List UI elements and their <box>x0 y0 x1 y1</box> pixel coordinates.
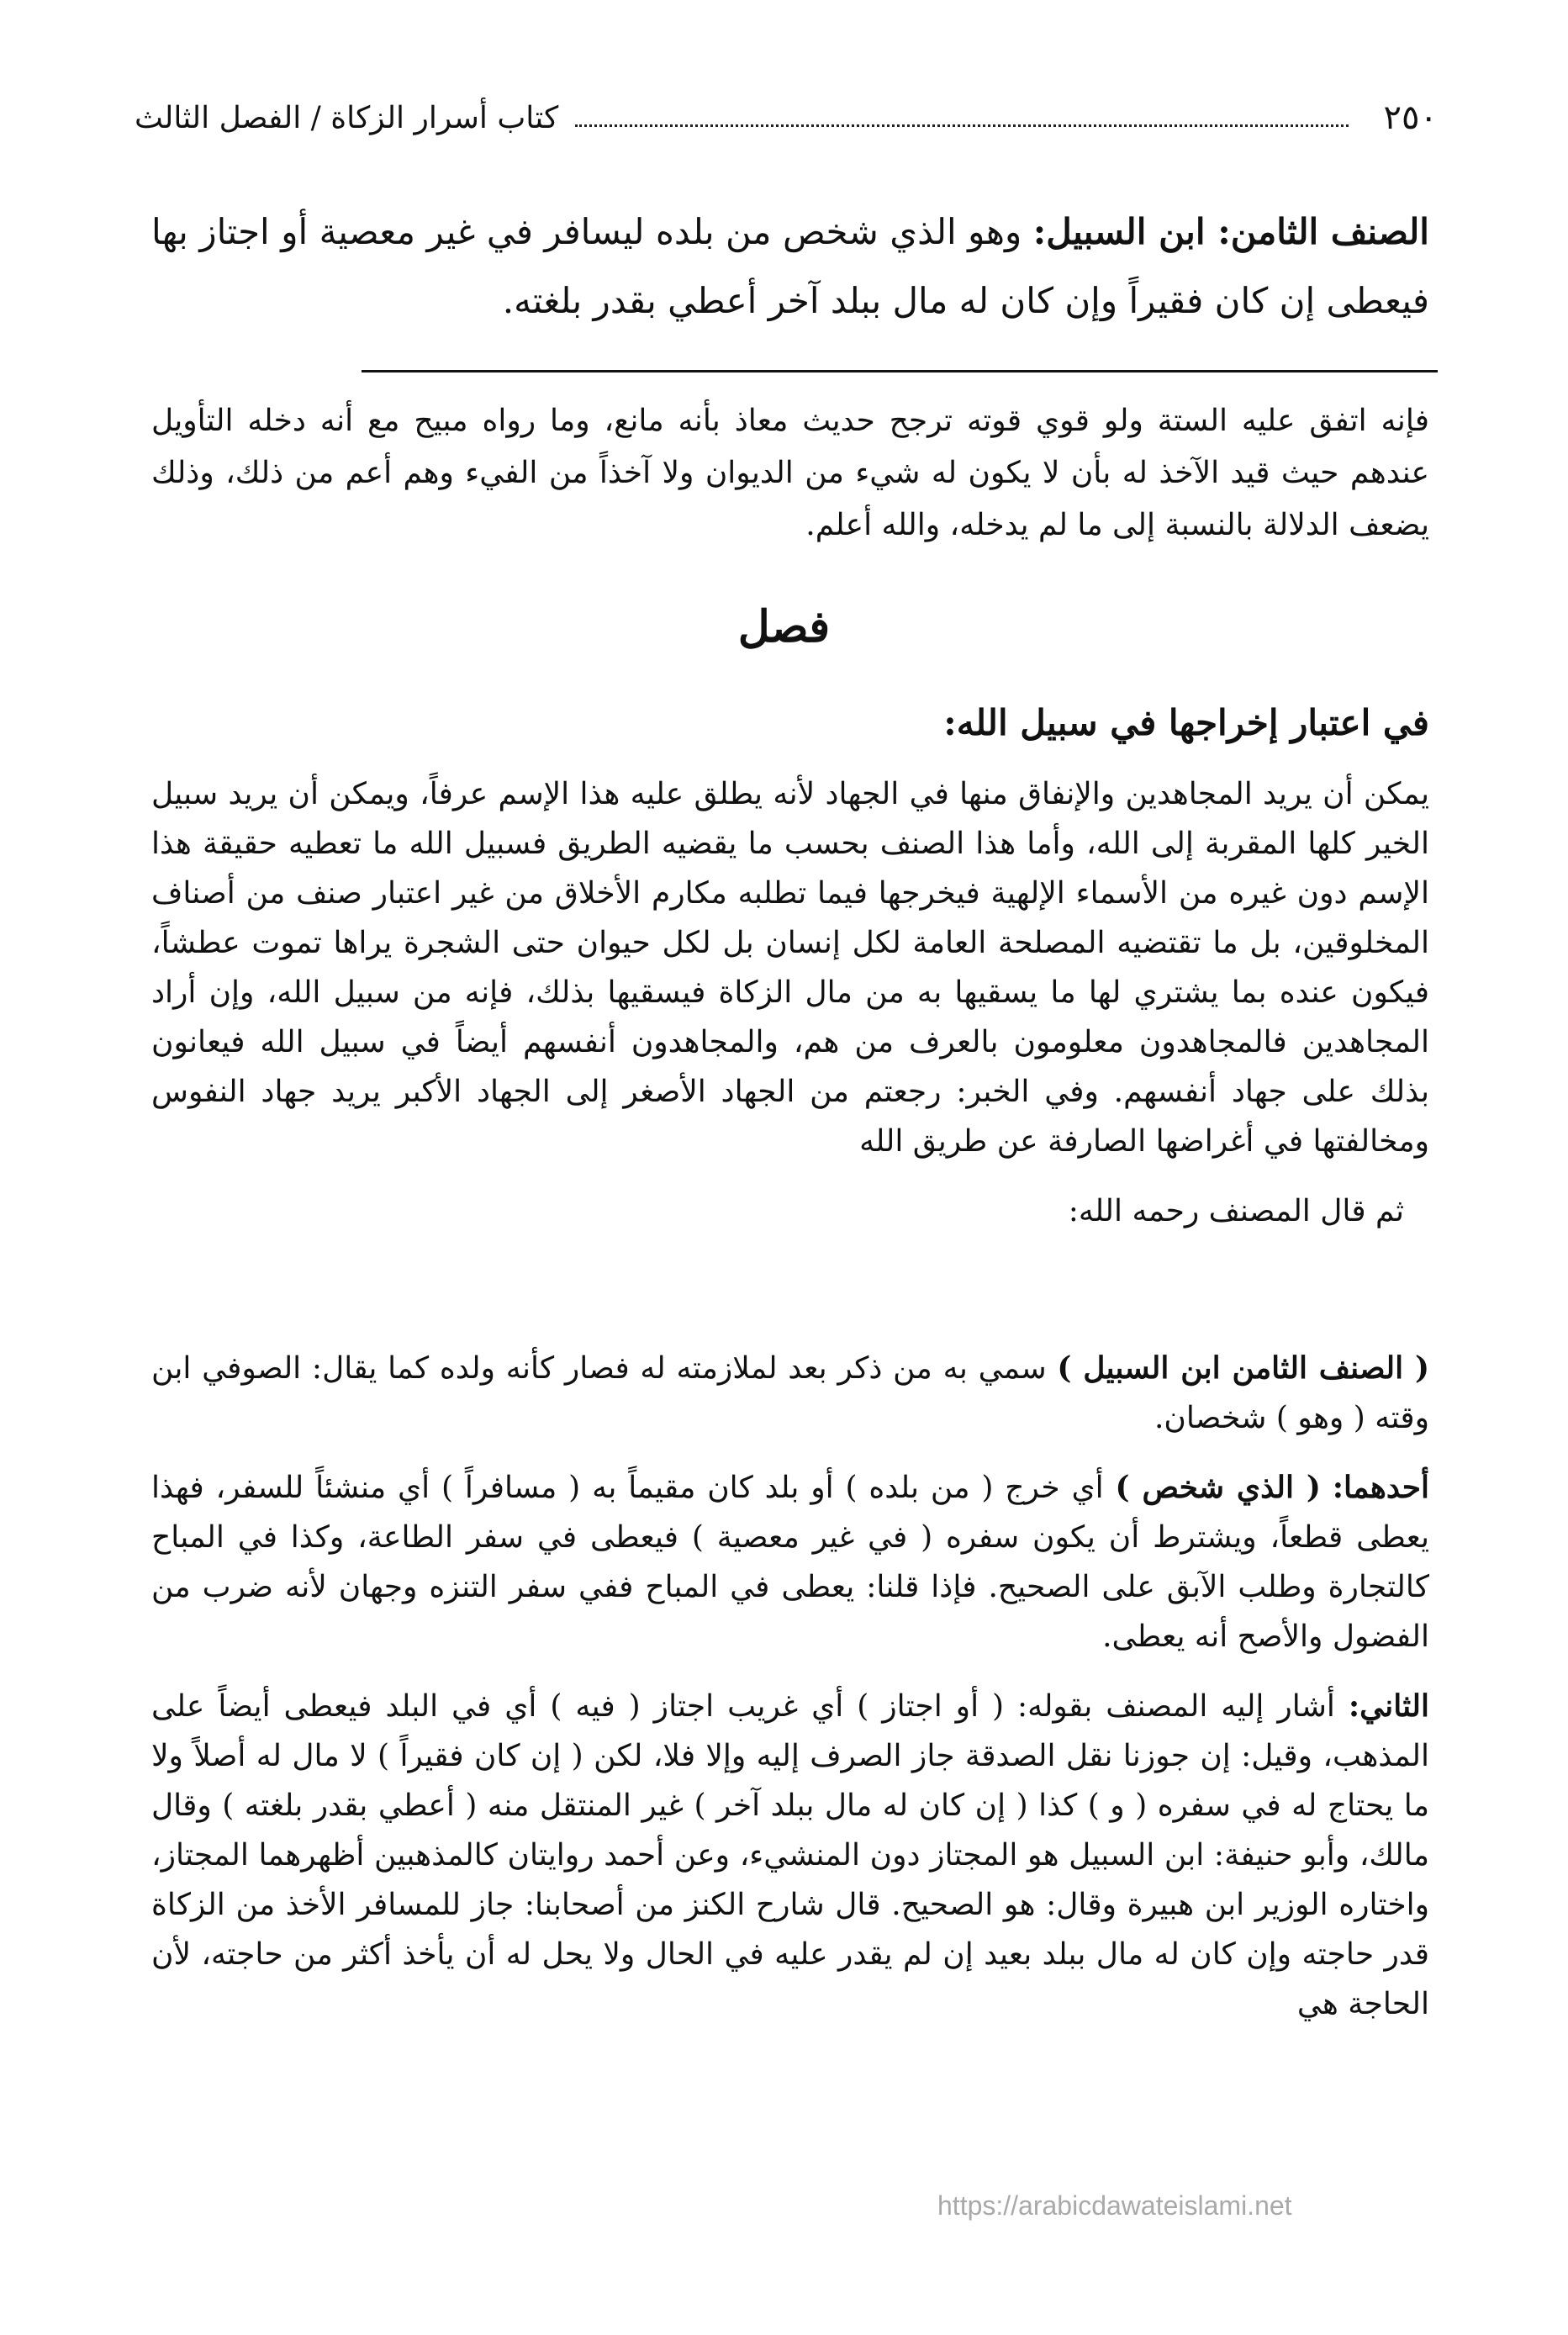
paragraph-label: الثاني: <box>1348 1688 1429 1724</box>
paragraph <box>151 1682 1429 2029</box>
watermark-url: https://arabicdawateislami.net <box>937 2190 1292 2221</box>
paragraph-text: أي خرج ( من بلده ) أو بلد كان مقيماً به ( مسافراً ) أي منشئاً للسفر، فهذا يعطى قطعاً، ويشترط أن يكون سفره ( في غير معصية ) فيعطى في سفر الطاعة، وكذا في المباح كالتجارة وطلب الآبق على الصحيح. فإذا قلنا: يعطى في المباح ففي سفر التنزه وجهان لأنه ضرب من الفضول والأصح أنه يعطى. <box>151 1471 1429 1654</box>
paragraph: يمكن أن يريد المجاهدين والإنفاق منها في الجهاد لأنه يطلق عليه هذا الإسم عرفاً، ويمكن أن يريد سبيل الخير كلها المقربة إلى الله، وأما هذا الصنف بحسب ما يقضيه الطريق فسبيل الله ما تعطيه حقيقة هذا الإسم دون غيره من الأسماء الإلهية فيخرجها فيما تطلبه مكارم الأخلاق من غير اعتبار صنف من أصناف المخلوقين، بل ما تقتضيه المصلحة العامة لكل إنسان بل لكل حيوان حتى الشجرة يراها تموت عطشاً، فيكون عنده بما يشتري لها ما يسقيها به من مال الزكاة فيسقيها بذلك، فإنه من سبيل الله، وإن أراد المجاهدين فالمجاهدون معلومون بالعرف من هم، والمجاهدون أنفسهم أيضاً في سبيل الله فيعانون بذلك على جهاد أنفسهم. وفي الخبر: رجعتم من الجهاد الأصغر إلى الجهاد الأكبر يريد جهاد النفوس ومخالفتها في أغراضها الصارفة عن طريق الله <box>151 777 1429 1159</box>
subheading: في اعتبار إخراجها في سبيل الله: <box>943 702 1429 743</box>
footnote-text: فإنه اتفق عليه الستة ولو قوي قوته ترجح حديث معاذ بأنه مانع، وما رواه مبيح مع أنه دخله التأويل عندهم حيث قيد الآخذ له بأن لا يكون له شيء من الديوان ولا آخذاً من الفيء وهم أعم من ذلك، وذلك يضعف الدلالة بالنسبة إلى ما لم يدخله، والله أعلم. <box>151 404 1429 542</box>
commentary-section-2 <box>151 1344 1429 2049</box>
paragraph-text: سمي به من ذكر بعد لملازمته له فصار كأنه ولده كما يقال: الصوفي ابن وقته ( وهو ) شخصان. <box>151 1351 1429 1435</box>
bold-phrase: ( الصنف الثامن ابن السبيل ) <box>1057 1350 1430 1386</box>
page-header <box>135 88 1438 147</box>
lead-text: وهو الذي شخص من بلده ليسافر في غير معصية أو اجتاز بها فيعطى إن كان فقيراً وإن كان له مال ببلد آخر أعطي بقدر بلغته. <box>151 211 1429 321</box>
running-title: كتاب أسرار الزكاة / الفصل الثالث <box>135 100 559 135</box>
paragraph: ثم قال المصنف رحمه الله: <box>1068 1194 1404 1228</box>
header-dotted-leader <box>575 124 1348 127</box>
bold-phrase: ( الذي شخص ) <box>1115 1470 1321 1505</box>
section-title: فصل <box>737 601 831 652</box>
page-number: ٢٥٠ <box>1383 98 1438 137</box>
footnote-divider <box>362 370 1438 372</box>
lead-heading: الصنف الثامن: ابن السبيل: <box>1032 211 1429 252</box>
main-text-lead <box>151 198 1429 356</box>
commentary-section-1 <box>151 769 1429 1256</box>
paragraph-label: أحدهما: <box>1332 1470 1429 1505</box>
paragraph <box>151 1463 1429 1661</box>
footnote-block <box>151 395 1429 572</box>
paragraph-text: أشار إليه المصنف بقوله: ( أو اجتاز ) أي غريب اجتاز ( فيه ) أي في البلد فيعطى أيضاً على المذهب، وقيل: إن جوزنا نقل الصدقة جاز الصرف إليه وإلا فلا، لكن ( إن كان فقيراً ) لا مال له أصلاً ولا ما يحتاج له في سفره ( و ) كذا ( إن كان له مال ببلد آخر ) غير المنتقل منه ( أعطي بقدر بلغته ) وقال مالك، وأبو حنيفة: ابن السبيل هو المجتاز دون المنشيء، وعن أحمد روايتان كالمذهبين أظهرهما المجتاز، واختاره الوزير ابن هبيرة وقال: هو الصحيح. قال شارح الكنز من أصحابنا: جاز للمسافر الأخذ من الزكاة قدر حاجته وإن كان له مال ببلد بعيد إن لم يقدر عليه في الحال ولا يحل له أن يأخذ أكثر من حاجته، لأن الحاجة هي <box>151 1689 1429 2021</box>
paragraph <box>151 1344 1429 1443</box>
